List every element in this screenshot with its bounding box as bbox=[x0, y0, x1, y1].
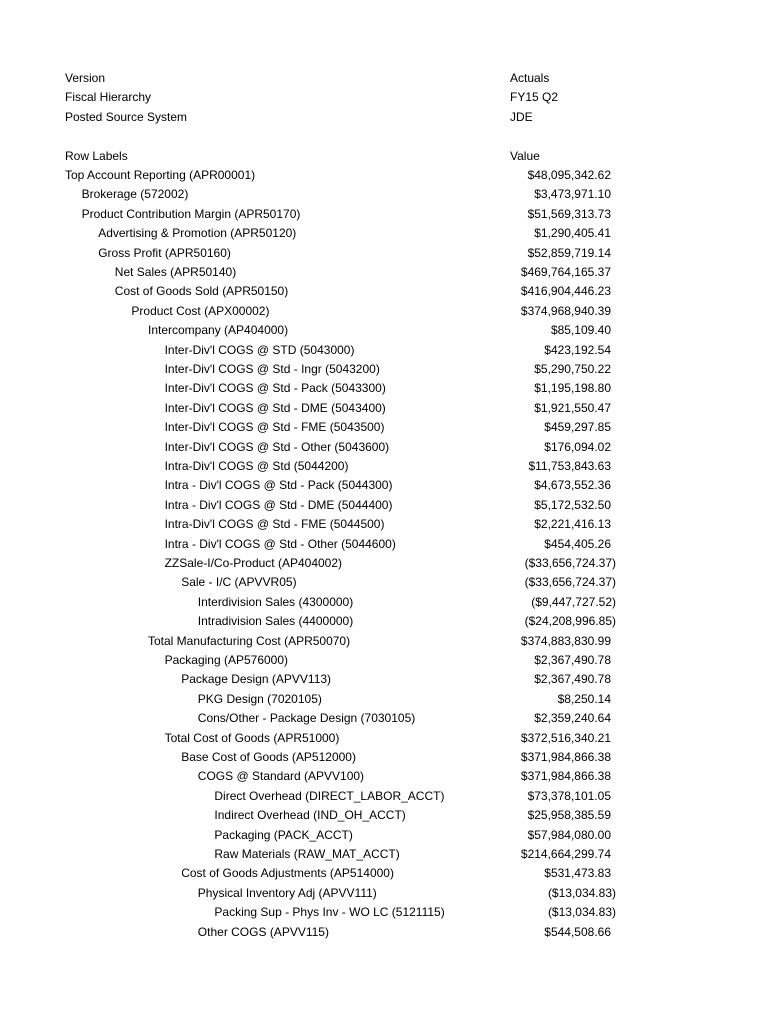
row-label: Intra - Div'l COGS @ Std - Pack (5044300) bbox=[164, 478, 393, 493]
row-label: Physical Inventory Adj (APVV111) bbox=[197, 885, 377, 900]
row-label: Intra-Div'l COGS @ Std (5044200) bbox=[164, 459, 349, 473]
row-value: $2,367,490.78 bbox=[534, 672, 611, 687]
table-row bbox=[0, 476, 768, 495]
row-value: $4,673,552.36 bbox=[534, 478, 611, 493]
table-row bbox=[0, 787, 768, 806]
row-value: $371,984,866.38 bbox=[520, 750, 611, 764]
row-value: $531,473.83 bbox=[544, 866, 611, 881]
filter-row bbox=[0, 108, 768, 127]
table-row bbox=[0, 418, 768, 437]
row-label: Intra - Div'l COGS @ Std - DME (5044400) bbox=[164, 497, 393, 512]
row-label: Inter-Div'l COGS @ Std - Pack (5043300) bbox=[164, 381, 386, 396]
row-label: Cost of Goods Adjustments (AP514000) bbox=[181, 866, 394, 881]
row-label: COGS @ Standard (APVV100) bbox=[197, 769, 365, 784]
table-row bbox=[0, 341, 768, 360]
row-label: Advertising & Promotion (APR50120) bbox=[98, 226, 297, 241]
table-row bbox=[0, 438, 768, 457]
column-header-row bbox=[0, 147, 768, 166]
row-label: Direct Overhead (DIRECT_LABOR_ACCT) bbox=[214, 788, 445, 803]
row-label: Inter-Div'l COGS @ Std - DME (5043400) bbox=[164, 400, 386, 415]
row-label: Intradivision Sales (4400000) bbox=[197, 614, 354, 629]
row-label: ZZSale-I/Co-Product (AP404002) bbox=[164, 556, 343, 570]
row-label: Total Manufacturing Cost (APR50070) bbox=[148, 633, 351, 648]
row-label: Raw Materials (RAW_MAT_ACCT) bbox=[214, 847, 400, 861]
row-value: $11,753,843.63 bbox=[528, 459, 611, 473]
row-label: PKG Design (7020105) bbox=[197, 691, 322, 706]
row-value: $2,359,240.64 bbox=[534, 711, 611, 726]
filter-row bbox=[0, 69, 768, 88]
table-row bbox=[0, 515, 768, 534]
table-row bbox=[0, 360, 768, 379]
table-row bbox=[0, 535, 768, 554]
row-value: ($13,034.83) bbox=[547, 885, 616, 900]
table-row bbox=[0, 845, 768, 864]
row-value: $52,859,719.14 bbox=[527, 245, 611, 260]
table-row bbox=[0, 903, 768, 922]
row-label: Sale - I/C (APVVR05) bbox=[181, 575, 297, 590]
row-value: $176,094.02 bbox=[544, 439, 611, 454]
filter-value: JDE bbox=[510, 109, 533, 124]
row-value: $423,192.54 bbox=[544, 342, 611, 357]
row-value: ($24,208,996.85) bbox=[524, 614, 616, 629]
row-label: Total Cost of Goods (APR51000) bbox=[164, 730, 340, 745]
row-value: $214,664,299.74 bbox=[520, 847, 611, 861]
row-value: ($9,447,727.52) bbox=[531, 594, 616, 609]
row-label: Net Sales (APR50140) bbox=[114, 265, 237, 279]
table-row bbox=[0, 321, 768, 340]
row-value: ($33,656,724.37) bbox=[524, 556, 616, 570]
table-row bbox=[0, 593, 768, 612]
row-label: Product Cost (APX00002) bbox=[131, 303, 270, 318]
table-row bbox=[0, 729, 768, 748]
table-row bbox=[0, 923, 768, 942]
table-row bbox=[0, 302, 768, 321]
row-label: Product Contribution Margin (APR50170) bbox=[81, 206, 301, 221]
row-value: ($13,034.83) bbox=[547, 905, 616, 920]
table-row bbox=[0, 554, 768, 573]
row-value: $85,109.40 bbox=[550, 323, 611, 338]
row-value: $2,221,416.13 bbox=[534, 517, 611, 532]
table-row bbox=[0, 864, 768, 883]
row-label: Inter-Div'l COGS @ Std - FME (5043500) bbox=[164, 420, 385, 435]
row-value: $469,764,165.37 bbox=[520, 265, 611, 279]
table-row bbox=[0, 767, 768, 786]
table-row bbox=[0, 573, 768, 592]
row-label: Packaging (AP576000) bbox=[164, 653, 289, 667]
row-label: Cons/Other - Package Design (7030105) bbox=[197, 711, 416, 726]
table-row bbox=[0, 244, 768, 263]
row-value: $1,921,550.47 bbox=[534, 400, 611, 415]
row-value: $454,405.26 bbox=[544, 536, 611, 551]
row-label: Top Account Reporting (APR00001) bbox=[65, 168, 256, 182]
row-label: Interdivision Sales (4300000) bbox=[197, 594, 354, 609]
row-value: $374,968,940.39 bbox=[520, 303, 611, 318]
row-label: Packing Sup - Phys Inv - WO LC (5121115) bbox=[214, 905, 445, 920]
table-row bbox=[0, 709, 768, 728]
row-label: Intra - Div'l COGS @ Std - Other (5044600) bbox=[164, 536, 396, 551]
row-label: Cost of Goods Sold (APR50150) bbox=[114, 284, 289, 299]
row-value: ($33,656,724.37) bbox=[524, 575, 616, 590]
table-row bbox=[0, 263, 768, 282]
table-row bbox=[0, 826, 768, 845]
table-row bbox=[0, 651, 768, 670]
table-row bbox=[0, 205, 768, 224]
table-row bbox=[0, 399, 768, 418]
row-label: Inter-Div'l COGS @ Std - Other (5043600) bbox=[164, 439, 390, 454]
row-label: Brokerage (572002) bbox=[81, 187, 189, 202]
row-value: $5,290,750.22 bbox=[534, 362, 611, 376]
table-row bbox=[0, 670, 768, 689]
row-value: $371,984,866.38 bbox=[520, 769, 611, 784]
row-labels-header: Row Labels bbox=[65, 148, 128, 163]
table-row bbox=[0, 379, 768, 398]
filter-row bbox=[0, 88, 768, 107]
filter-label: Posted Source System bbox=[65, 109, 188, 124]
row-value: $3,473,971.10 bbox=[534, 187, 611, 202]
row-value: $5,172,532.50 bbox=[534, 497, 611, 512]
row-label: Inter-Div'l COGS @ Std - Ingr (5043200) bbox=[164, 362, 380, 376]
filter-value: FY15 Q2 bbox=[510, 90, 559, 105]
row-value: $374,883,830.99 bbox=[520, 633, 611, 648]
row-label: Inter-Div'l COGS @ STD (5043000) bbox=[164, 342, 355, 357]
table-row bbox=[0, 457, 768, 476]
table-row bbox=[0, 185, 768, 204]
row-value: $73,378,101.05 bbox=[527, 788, 611, 803]
table-row bbox=[0, 282, 768, 301]
row-value: $459,297.85 bbox=[544, 420, 611, 435]
row-value: $51,569,313.73 bbox=[527, 206, 611, 221]
table-row bbox=[0, 632, 768, 651]
table-row bbox=[0, 806, 768, 825]
row-value: $372,516,340.21 bbox=[520, 730, 611, 745]
row-label: Gross Profit (APR50160) bbox=[98, 245, 231, 260]
row-value: $25,958,385.59 bbox=[527, 808, 611, 823]
filter-value: Actuals bbox=[510, 71, 550, 85]
table-row bbox=[0, 496, 768, 515]
table-row bbox=[0, 612, 768, 631]
row-value: $57,984,080.00 bbox=[527, 827, 611, 842]
row-label: Packaging (PACK_ACCT) bbox=[214, 827, 353, 842]
row-label: Package Design (APVV113) bbox=[181, 672, 332, 687]
row-value: $544,508.66 bbox=[544, 924, 611, 939]
table-row bbox=[0, 748, 768, 767]
filter-label: Fiscal Hierarchy bbox=[65, 90, 152, 105]
row-label: Indirect Overhead (IND_OH_ACCT) bbox=[214, 808, 406, 823]
row-value: $1,290,405.41 bbox=[534, 226, 611, 241]
row-value: $48,095,342.62 bbox=[527, 168, 611, 182]
table-row bbox=[0, 224, 768, 243]
filter-label: Version bbox=[65, 71, 106, 85]
row-label: Intercompany (AP404000) bbox=[148, 323, 289, 338]
row-label: Intra-Div'l COGS @ Std - FME (5044500) bbox=[164, 517, 385, 532]
value-header: Value bbox=[510, 148, 540, 163]
row-label: Other COGS (APVV115) bbox=[197, 924, 329, 939]
row-value: $8,250.14 bbox=[557, 691, 611, 706]
row-value: $416,904,446.23 bbox=[520, 284, 611, 299]
table-row bbox=[0, 690, 768, 709]
table-row bbox=[0, 166, 768, 185]
row-label: Base Cost of Goods (AP512000) bbox=[181, 750, 356, 764]
table-row bbox=[0, 884, 768, 903]
row-value: $1,195,198.80 bbox=[534, 381, 611, 396]
row-value: $2,367,490.78 bbox=[534, 653, 611, 667]
